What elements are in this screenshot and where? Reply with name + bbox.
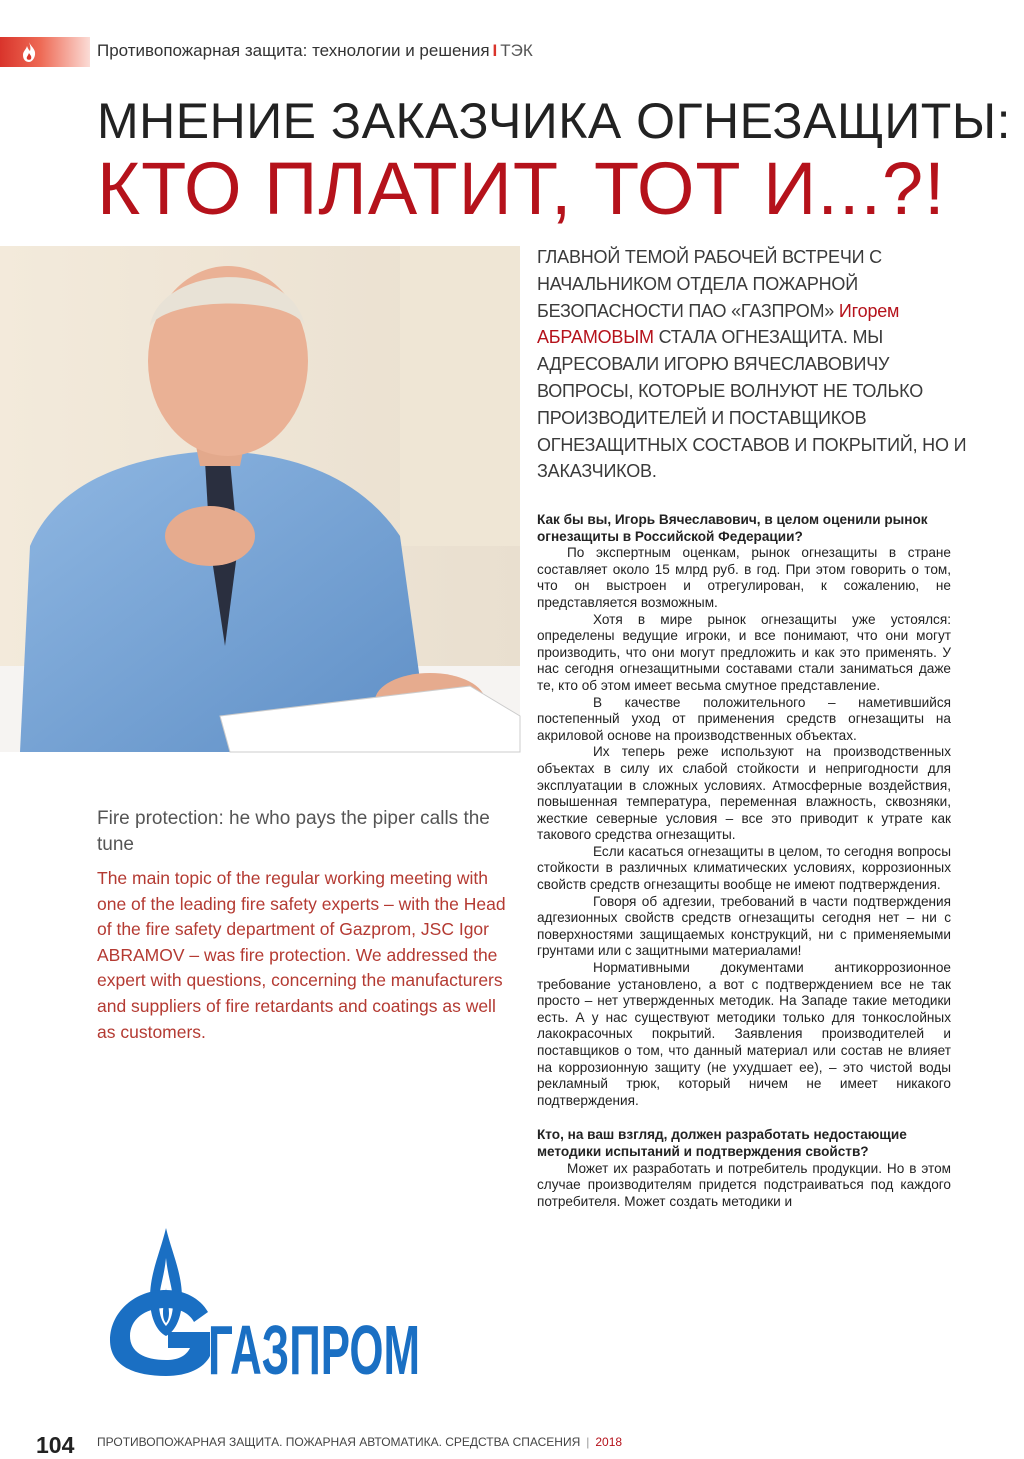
answer-paragraph: Нормативными документами антикоррозионное требование установлено, а вот с подтверждением все не так просто – нет утвержденных методик. На Западе такие методики есть. А у нас существуют методики только для тонкослойных лакокрасочных покрытий. Заявления производителей и поставщиков о том, что данный материал или состав не влияет на коррозионную защиту (не ухудшает ее), – это чистой воды рекламный трюк, который ничем не имеет никакого подтверждения. [537, 960, 951, 1108]
question-2: Кто, на ваш взгляд, должен разработать недостающие методики испытаний и подтверждения свойств? [537, 1127, 907, 1159]
article-column [537, 512, 951, 1210]
answer-paragraph: Хотя в мире рынок огнезащиты уже устоялся: определены ведущие игроки, и все понимают, что они могут производить, что они могут предложить и как это применять. У нас сегодня огнезащитными составами стали заниматься даже те, кто об этом имеет весьма смутное представление. [537, 611, 951, 693]
answer-paragraph: По экспертным оценкам, рынок огнезащиты в стране составляет около 15 млрд руб. в год. При этом говорить о том, что он выстроен и отрегулирован, к сожалению, не представляется возможным. [537, 545, 951, 610]
question-1: Как бы вы, Игорь Вячеславович, в целом оценили рынок огнезащиты в Российской Федерации? [537, 512, 928, 544]
answer-paragraph: Их теперь реже используют на производственных объектах в силу их слабой стойкости и непригодности для эксплуатации в сложных условиях. Атмосферные воздействия, повышенная температура, переменная влажность, сквозняки, жесткие северные условия – все это приводит к утрате как такового средства огнезащиты. [537, 744, 951, 843]
answer-paragraph: В качестве положительного – наметившийся постепенный уход от применения средств огнезащиты на акриловой основе на производственных объектах. [537, 694, 951, 743]
lead-part2: СТАЛА ОГНЕЗАЩИТА. МЫ АДРЕСОВАЛИ ИГОРЮ ВЯЧЕСЛАВОВИЧУ ВОПРОСЫ, КОТОРЫЕ ВОЛНУЮТ НЕ ТОЛЬКО ПРОИЗВОДИТЕЛЕЙ И ПОСТАВЩИКОВ ОГНЕЗАЩИТНЫХ СОСТАВОВ И ПОКРЫТИЙ, НО И ЗАКАЗЧИКОВ. [537, 327, 967, 482]
running-header [97, 41, 533, 61]
interview-photo [0, 246, 520, 752]
article-title-line1: МНЕНИЕ ЗАКАЗЧИКА ОГНЕЗАЩИТЫ: [97, 93, 1011, 149]
english-title: Fire protection: he who pays the piper calls the tune [97, 808, 490, 855]
answer-paragraph: Может их разработать и потребитель продукции. Но в этом случае производителям придется подстраиваться под каждого потребителя. Может создать методики и [537, 1160, 951, 1209]
gazprom-logo [104, 1228, 424, 1389]
answer-paragraph: Говоря об адгезии, требований в части подтверждения адгезионных свойств средств огнезащиты сегодня нет – ни с поверхностями защищаемых конструкций, ни с применяемыми грунтами или с защитными материалами! [537, 893, 951, 959]
gazprom-flame-icon [150, 1228, 182, 1336]
header-separator: I [492, 41, 498, 60]
header-section: Противопожарная защита: технологии и решения [97, 41, 490, 60]
lead-name-first: Игорем [838, 300, 900, 321]
header-accent-bar [0, 37, 90, 67]
header-category: ТЭК [500, 41, 533, 60]
lead-name-last: АБРАМОВЫМ [537, 327, 654, 348]
article-title-line2: КТО ПЛАТИТ, ТОТ И...?! [97, 147, 946, 230]
footer-magazine-title: ПРОТИВОПОЖАРНАЯ ЗАЩИТА. ПОЖАРНАЯ АВТОМАТИКА. СРЕДСТВА СПАСЕНИЯ [97, 1435, 581, 1449]
english-summary: The main topic of the regular working meeting with one of the leading fire safety experts – with the Head of the fire safety department of Gazprom, JSC Igor ABRAMOV – was fire protection. We addressed the expert with questions, concerning the manufacturers and suppliers of fire retardants and coatings as well as customers. [97, 868, 506, 1042]
footer-separator: | [586, 1435, 590, 1449]
lead-part1: ГЛАВНОЙ ТЕМОЙ РАБОЧЕЙ ВСТРЕЧИ С НАЧАЛЬНИКОМ ОТДЕЛА ПОЖАРНОЙ БЕЗОПАСНОСТИ ПАО «ГАЗПРОМ» [537, 247, 882, 321]
footer-year: 2018 [595, 1435, 623, 1449]
page-number: 104 [36, 1432, 75, 1458]
answer-paragraph: Если касаться огнезащиты в целом, то сегодня вопросы стойкости в различных климатических условиях, коррозионных свойств средств огнезащиты вообще не имеют подтверждения. [537, 843, 951, 893]
logo-text: ГАЗПРОМ [208, 1311, 420, 1389]
footer-magazine [97, 1435, 622, 1449]
flame-icon [20, 41, 38, 63]
lead-paragraph [537, 244, 977, 485]
